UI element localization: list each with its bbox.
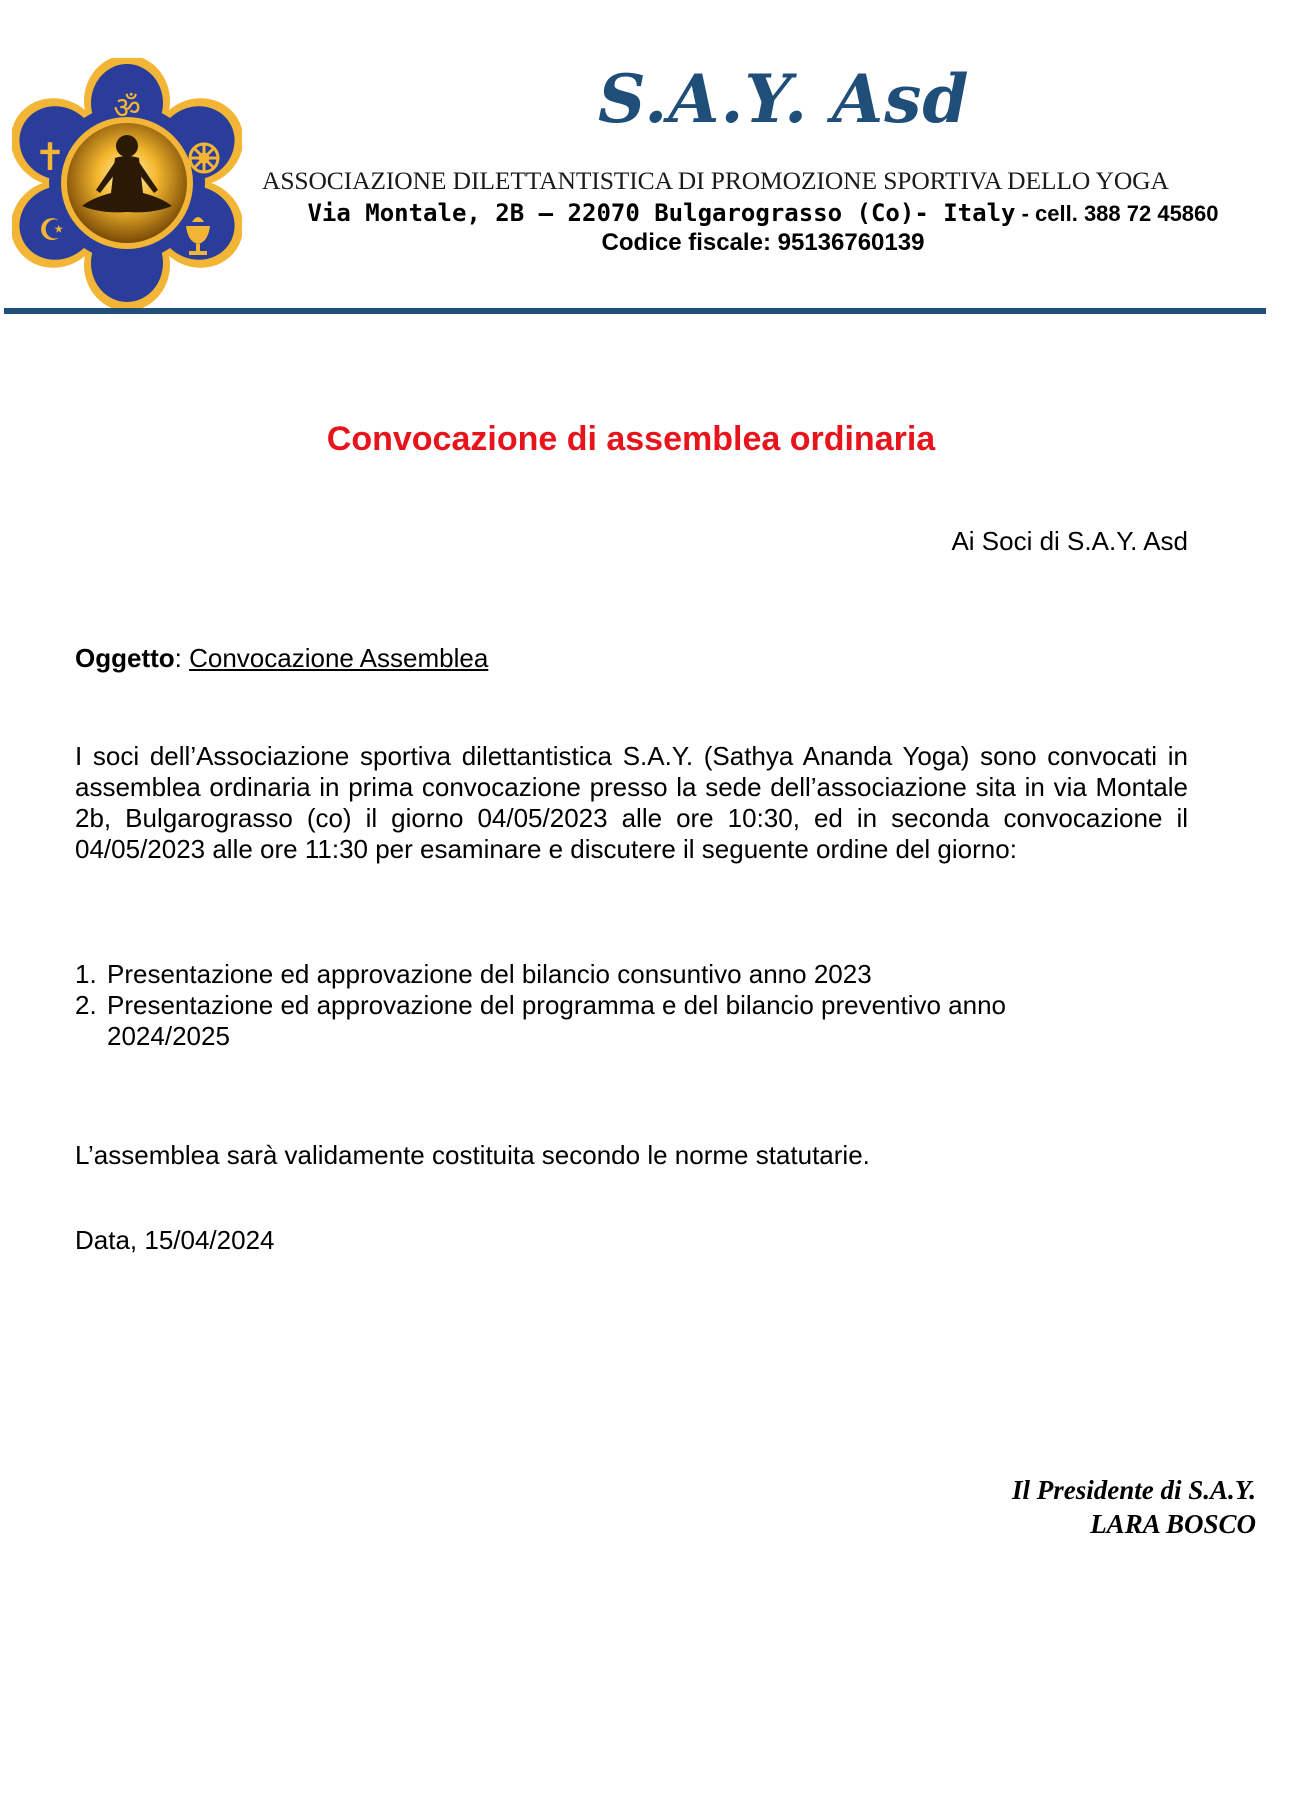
subject-line <box>75 643 488 674</box>
crescent-star-icon: ☪ <box>38 213 66 248</box>
association-tagline: ASSOCIAZIONE DILETTANTISTICA DI PROMOZIONE SPORTIVA DELLO YOGA <box>262 166 1169 195</box>
association-logo <box>12 58 242 308</box>
recipient-line: Ai Soci di S.A.Y. Asd <box>951 526 1188 556</box>
letter-title: Convocazione di assemblea ordinaria <box>326 420 936 458</box>
cross-icon: ✝ <box>34 135 66 179</box>
address-line <box>284 199 1242 227</box>
signature-name: LARA BOSCO <box>1090 1509 1256 1539</box>
agenda-item <box>75 959 1115 990</box>
agenda-item <box>75 990 1115 1052</box>
subject-label: Oggetto <box>75 643 175 673</box>
convocation-paragraph: I soci dell’Associazione sportiva dilettantistica S.A.Y. (Sathya Ananda Yoga) sono convocati in assemblea ordinaria in prima convocazione presso la sede dell’associazione sita in via Montale 2b, Bulgarograsso (co) il giorno 04/05/2023 alle ore 10:30, ed in seconda convocazione il 04/05/2023 alle ore 11:30 per esaminare e discutere il seguente ordine del giorno: <box>75 741 1188 864</box>
cell-phone: - cell. 388 72 45860 <box>1015 201 1219 226</box>
signature-role: Il Presidente di S.A.Y. <box>1011 1475 1256 1505</box>
brand-name: S.A.Y. Asd <box>598 60 970 138</box>
subject-value: Convocazione Assemblea <box>189 643 489 673</box>
agenda-item-text: Presentazione ed approvazione del programma e del bilancio preventivo anno 2024/2025 <box>107 990 1007 1051</box>
subject-separator: : <box>174 643 190 673</box>
address-text: Via Montale, 2B – 22070 Bulgarograsso (Co)- Italy <box>307 199 1016 227</box>
signature-block <box>820 1473 1256 1541</box>
agenda-item-text: Presentazione ed approvazione del bilancio consuntivo anno 2023 <box>107 959 872 989</box>
om-icon: ॐ <box>113 91 141 126</box>
agenda-item-number: 1. <box>75 959 97 989</box>
fiscal-code: Codice fiscale: 95136760139 <box>601 229 925 256</box>
agenda-item-number: 2. <box>75 990 97 1020</box>
closing-statement: L’assemblea sarà validamente costituita secondo le norme statutarie. <box>75 1140 870 1170</box>
letter-date: Data, 15/04/2024 <box>75 1225 275 1255</box>
header-divider <box>4 308 1266 314</box>
dharma-wheel-icon <box>190 144 218 172</box>
agenda-list <box>75 959 1115 1052</box>
